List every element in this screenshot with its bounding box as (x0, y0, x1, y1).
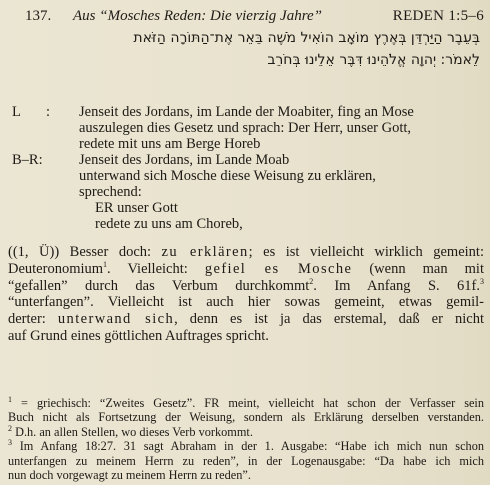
translation-line: sprechend: (79, 184, 142, 200)
commentary-line: “unterfangen”. Vielleicht ist auch hier sowas gemeint, etwas gemil- (8, 294, 484, 311)
translation-line: unterwand sich Mosche diese Weisung zu erklären, (79, 168, 376, 184)
translation-label: L (12, 104, 21, 120)
translation-line: Jenseit des Jordans, im Lande Moab (79, 152, 290, 168)
footnote-line: unterfangen zu meinem Herrn zu reden”, in der Logenausgabe: “Da habe ich mich (8, 453, 484, 468)
commentary-line: “gefallen” durch das Verbum durchkommt$^2$. Im Anfang S. 61f.$^3$ (8, 277, 484, 294)
translation-label: B–R: (12, 152, 43, 168)
translation-line: Jenseit des Jordans, im Lande der Moabiter, fing an Mose (79, 104, 414, 120)
label-colon: : (46, 104, 51, 120)
commentary-line: Deuteronomium$^1$. Vielleicht: gefiel es Mosche (wenn man mit (8, 260, 484, 277)
commentary-line: auf Grund eines göttlichen Auftrages spricht. (8, 327, 269, 344)
translation-line: auszulegen dies Gesetz und sprach: Der Herr, unser Gott, (79, 120, 411, 136)
footnotes (8, 396, 484, 482)
footnote-line: $^3$ Im Anfang 18:27. 31 sagt Abraham in der 1. Ausgabe: “Habe ich mich nun schon (8, 439, 484, 454)
hebrew-verse-line-2: לֵאמֹר: יְהוָה אֱלֹהֵינוּ דִּבֶּר אֵלֵינוּ בְּחֹרֵב (267, 52, 480, 68)
translation-line: ER unser Gott (95, 200, 178, 216)
hebrew-verse-line-1: בְּעֵבֶר הַיַּרְדֵּן בְּאֶרֶץ מוֹאָב הוֹאִיל מֹשֶׁה בֵּאֵר אֶת־הַתּוֹרָה הַזֹּאת (133, 30, 480, 46)
translation-line: redete mit uns am Berge Horeb (79, 136, 261, 152)
footnote-line: Buch nicht als Fortsetzung der Weisung, sondern als Erklärung derselben verstanden. (8, 410, 484, 425)
commentary-line: ((1, Ü)) Besser doch: zu erklären; es ist vielleicht wirklich gemeint: (8, 244, 484, 260)
footnote-line: nun doch vorgewagt zu meinem Herrn zu reden”. (8, 468, 251, 483)
footnote-line: $^1$ = griechisch: “Zweites Gesetz”. FR meint, vielleicht hat schon der Verfasser sein (8, 396, 484, 410)
section-title: Aus “Mosches Reden: Die vierzig Jahre” (73, 8, 322, 24)
commentary-line: derter: unterwand sich, denn es ist ja das erstemal, daß er nicht (8, 311, 484, 328)
footnote-line: $^2$ D.h. an allen Stellen, wo dieses Verb vorkommt. (8, 424, 253, 439)
page-header (25, 8, 484, 28)
commentary-paragraph (8, 244, 484, 345)
running-head-reference: REDEN 1:5–6 (392, 8, 484, 24)
translation-line: redete zu uns am Choreb, (95, 216, 243, 232)
section-number: 137. (25, 8, 52, 24)
